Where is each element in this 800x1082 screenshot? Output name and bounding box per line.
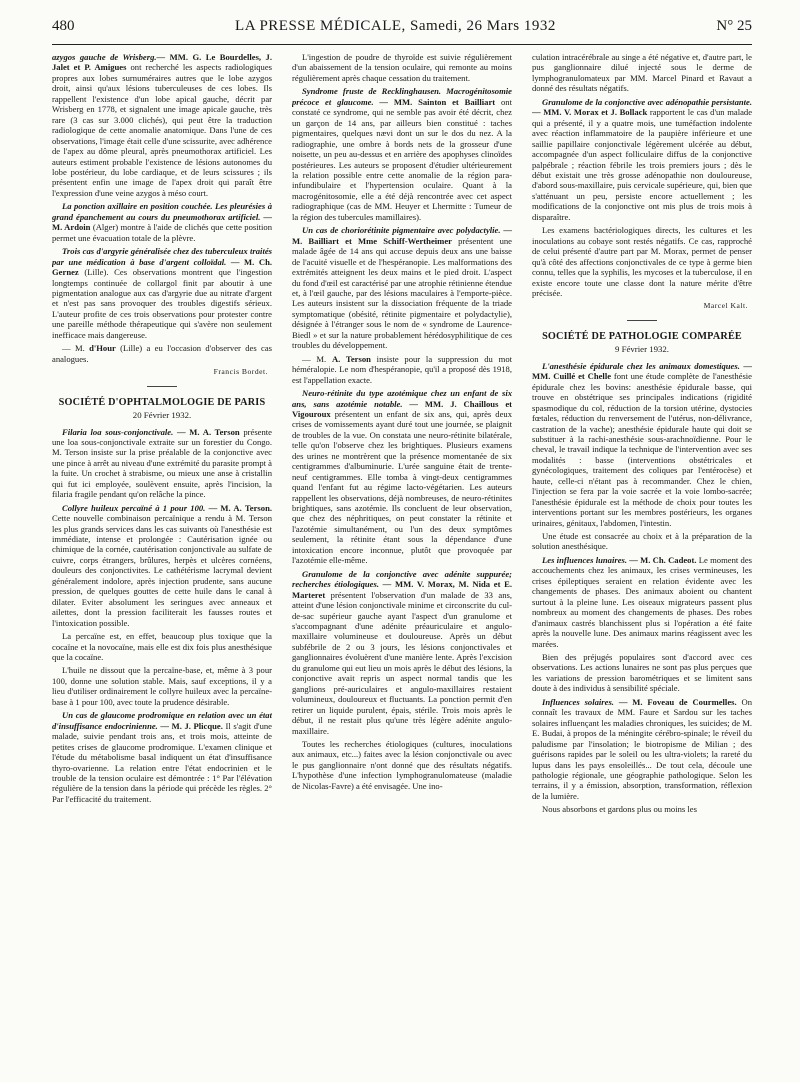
column-2	[292, 52, 512, 1062]
abstract: Neuro-rétinite du type azotémique chez un enfant de six ans, sans azotémie notable. — MM. J. Chaillous et Vigouroux présentent un enfant de six ans, qui, après deux crises de vomissements ayant duré tout une journée, se plaignit de troubles de la vue. On constata une neuro-rétinite bilatérale, telle qu'on l'observe chez les brightiques. Plusieurs examens des urines ne montrèrent que la présence momentanée de six centigrammes d'albuminurie. L'urée sanguine était de trente-neuf centigrammes. Elle tomba à vingt-deux centigrammes quand l'enfant fut au régime lacto-végétarien. Les auteurs rappellent les observations, déjà nombreuses, de neuro-rétinites brightiques, sans azotémie. Ils concluent de leur observation, que chez des néphritiques, on peut constater la rétinite et l'azotémie simultanément, ou l'un des deux symptômes seulement, la rétinite étant sous la dépendance d'une intoxication encore inconnue, plutôt que provoquée par l'azotémie elle-même.	[292, 388, 512, 566]
issue-date: Samedi, 26 Mars 1932	[410, 18, 556, 34]
signature: Marcel Kalt.	[703, 301, 748, 311]
running-title: LA PRESSE MÉDICALE, Samedi, 26 Mars 1932	[235, 18, 556, 34]
paragraph: L'ingestion de poudre de thyroïde est suivie régulièrement d'un abaissement de la tension oculaire, qui remonte au moins régulièrement après chaque cessation du traitement.	[292, 52, 512, 83]
abstract: Granulome de la conjonctive avec adénopathie persistante. — MM. V. Morax et J. Bollack rapportent le cas d'un malade qui a présenté, il y a quatre mois, une tuméfaction indolente avec réaction inflammatoire de la paupière inférieure et une saillie papillaire conjonctivale légèrement ulcérée au début, accompagnée d'un aspect folliculaire diffus de la conjonctive palpébrale ; réaction fébrile les trois premiers jours ; dès le début existait une très grosse adénopathie non douloureuse, d'abord sous-maxillaire, puis cervicale supérieure, qui, bien que s'atténuant un peu, persiste encore actuellement ; les modifications de la conjonctive ont mis plus de trois mois à disparaître.	[532, 96, 752, 222]
paragraph: Bien des préjugés populaires sont d'accord avec ces observations. Les actions lunaires ne sont pas plus perçues que les variations de pression barométriques et se limitent sans doute à des individus à sensibilité spéciale.	[532, 652, 752, 694]
paragraph: Une étude est consacrée au choix et à la préparation de la solution anesthésique.	[532, 531, 752, 552]
page-header	[52, 18, 752, 42]
paragraph: Les examens bactériologiques directs, les cultures et les inoculations au cobaye sont restés négatifs. Ce cas, rapproché de celui présenté d'autre part par M. Morax, permet de penser qu'à côté des affections conjonctivales de ce type à germe bien connu, telles que la syphilis, les mycoses et la tuberculose, il en existe encore toute une classe dont la nature mérite d'être précisée.	[532, 225, 752, 298]
abstract: — M. d'Hour (Lille) a eu l'occasion d'observer des cas analogues.	[52, 343, 272, 364]
page-number: 480	[52, 18, 75, 34]
paragraph: Toutes les recherches étiologiques (cultures, inoculations aux animaux, etc...) faites avec la lésion conjonctivale ou avec le pus ganglionnaire n'ont donné que des résultats négatifs. L'hypothèse d'une infection lymphogranulomateuse (maladie de Nicolas-Favre) a été envisagée. Une ino-	[292, 739, 512, 791]
paragraph: culation intracérébrale au singe a été négative et, d'autre part, le pus ganglionnaire dilué injecté sous le derme de lymphogranulomateux par MM. Marcel Pinard et Ravaut a donné des résultats négatifs.	[532, 52, 752, 94]
paragraph: L'huile ne dissout que la percaïne-base, et, même à 3 pour 100, donne une solution stable. Mais, sauf exceptions, il y a lieu d'utiliser ordinairement le collyre huileux avec la percaïne-base à 1 pour 100, avec toute la prudence désirable.	[52, 665, 272, 707]
abstract: Influences solaires. — M. Foveau de Courmelles. On connaît les travaux de MM. Faure et Sardou sur les taches solaires influençant les maladies chroniques, les suicides; de M. E. Budai, à propos de la méningite cérébro-spinale; le réveil du paludisme par l'insolation; le biotropisme de Milian ; des guérisons rapides par le soleil ou les ultra-violets; la rareté du lupus dans les pays ensoleillés... De tout cela, découle une pathologie régionale, une géographie pathologique. Selon les terrains, il y a émission, absorption, transformation, réflexion de la lumière.	[532, 696, 752, 801]
abstract: Collyre huileux percaïné à 1 pour 100. — M. A. Terson. Cette nouvelle combinaison percaïnique a rendu à M. Terson les plus grands services dans les cas suivants où l'anesthésie est immédiate, intense et prolongée : Cautérisation ignée ou chimique de la cornée, cautérisation conjonctivale au sulfate de cuivre, corps étrangers, brûlures, herpès et ulcères cornéens, douleurs des conjonctivites. Le cathétérisme lacrymal devient généralement indolore, après injection prudente, sans aucune pression, de quelques gouttes de cette huile dans le canal à dilater. Eviter absolument les seringues avec anneaux et ailettes, dont la pression faciliterait les fausses routes et l'intoxication possible.	[52, 502, 272, 628]
abstract: — M. A. Terson insiste pour la suppression du mot héméralopie. Le nom d'hespéranopie, qu'il a proposé dès 1918, est l'appellation exacte.	[292, 353, 512, 385]
journal-name: LA PRESSE MÉDICALE	[235, 18, 402, 34]
abstract: azygos gauche de Wrisberg.— MM. G. Le Bourdelles, J. Jalet et P. Amigues ont recherché les aspects radiologiques propres aux lobes surnuméraires autres que le lobe azygos droit, ainsi qu'aux lésions tuberculeuses de ces lobes. Ils rappellent l'existence d'un lobe apical gauche, décrit par Wrisberg en 1778, et signalent une image apicale gauche, très rare (3 cas sur 3.000 clichés), qui peut être la traduction radiologique de cette anomalie anatomique. Dans l'une de ces observations, l'image était celle d'une scissurite, avec adhérence de l'apex au dôme pleural, après pneumothorax artificiel. Les auteurs estiment probable l'existence de lésions autonomes du lobe postérieur, du lobe cardiaque, et de leurs scissures ; ils présentent enfin une image de l'apex droit qui paraît être l'expression d'une veine azygos à méso court.	[52, 52, 272, 198]
header-rule	[52, 44, 752, 45]
separator	[627, 320, 657, 321]
paragraph: Nous absorbons et gardons plus ou moins les	[542, 804, 697, 815]
paragraph: La percaïne est, en effet, beaucoup plus toxique que la cocaïne et la novocaïne, mais elle est dix fois plus anesthésique que la cocaïne.	[52, 631, 272, 663]
issue-number: N° 25	[716, 18, 752, 34]
column-3	[532, 52, 752, 1062]
abstract: La ponction axillaire en position couchée. Les pleurésies à grand épanchement au cours du pneumothorax artificiel. — M. Ardoin (Alger) montre à l'aide de clichés que cette position permet une évacuation totale de la plèvre.	[52, 201, 272, 243]
abstract: Trois cas d'argyrie généralisée chez des tuberculeux traités par une médication à base d'argent colloïdal. — M. Ch. Gernez (Lille). Ces observations montrent que l'ingestion longtemps continuée de collargol finit par aboutir à une pigmentation analogue aux cas d'argyrie due au nitrate d'argent et n'est pas sans provoquer des troubles digestifs sérieux. L'auteur profite de ces trois observations pour protester contre une pareille méthode thérapeutique qui s'avère non seulement inefficace mais dangereuse.	[52, 246, 272, 340]
session-date: 9 Février 1932.	[615, 344, 669, 355]
abstract: Syndrome fruste de Recklinghausen. Macrogénitosomie précoce et glaucome. — MM. Sainton et Bailliart ont constaté ce syndrome, qui ne semble pas avoir été décrit, chez un garçon de 14 ans, par ailleurs bien constitué : taches pigmentaires, quelques nævi dont un sur le dos du nez. A la radiographie, une ombre à bords nets de la grosseur d'une noisette, un peu au-dessus et en arrière des apophyses clinoïdes postérieures. Les auteurs se proposent d'étudier ultérieurement la relation possible entre cette anomalie de la région para-infundibulaire et l'hypertension oculaire. Quant à la macrogénitosomie, elle a été déjà rencontrée avec cet aspect radiographique (cas de MM. Heuyer et Lhermitte : Tumeur de la région des tubercules mamillaires).	[292, 86, 512, 222]
abstract: Un cas de glaucome prodromique en relation avec un état d'insuffisance endocrinienne. — M. J. Plicque. Il s'agit d'une malade, suivie pendant trois ans, et trois mois, atteinte de petites crises de glaucome prodromique. L'examen clinique et l'étude du métabolisme basal indiquent un état d'insuffisance thyro-ovarienne. La relation entre l'état endocrinien et le trouble de la tension oculaire est démontrée : 1° Par l'élévation régulière de la tension dans la période qui précède les règles. 2° Par l'efficacité du traitement.	[52, 710, 272, 804]
column-1	[52, 52, 272, 1062]
separator	[147, 386, 177, 387]
abstract: Les influences lunaires. — M. Ch. Cadeot. Le moment des accouchements chez les animaux, les crises vermineuses, les crises épileptiques seraient en relation évidente avec les changements de phases. Des animaux aboient ou chantent surtout à la pleine lune. Les oiseaux migrateurs passent plus nombreux au moment des changements de phases. Des robes d'animaux castrés blanchissent plus si l'opération a été faite après la nouvelle lune. Des animaux marins réagissent avec les marées.	[532, 554, 752, 649]
session-date: 20 Février 1932.	[132, 410, 192, 421]
society-heading: SOCIÉTÉ DE PATHOLOGIE COMPARÉE	[542, 330, 742, 342]
society-heading: SOCIÉTÉ D'OPHTALMOLOGIE DE PARIS	[58, 396, 266, 408]
signature: Francis Bordet.	[213, 367, 268, 377]
abstract: Un cas de choriorétinite pigmentaire avec polydactylie. — M. Bailliart et Mme Schiff-Wertheimer présentent une malade âgée de 14 ans qui accuse depuis deux ans une baisse de l'acuité visuelle et de l'hespéranopie. Les malformations des extrémités atteignent les deux mains et le pied droit. L'aspect du fond d'œil est caractérisé par une atrophie rétinienne étendue et, à l'œil gauche, par des lésions maculaires à l'emporte-pièce. Les auteurs insistent sur la dissociation fréquente de la triade symptomatique (obésité, rétinite pigmentaire et polydactylie), désignée à l'étranger sous le nom de « syndrome de Laurence-Biedl » et sur la nature probablement hérédosyphilitique de ces troubles du développement.	[292, 225, 512, 351]
abstract: Granulome de la conjonctive avec adénite suppurée; recherches étiologiques. — MM. V. Morax, M. Nida et E. Marteret présentent l'observation d'un malade de 33 ans, atteint d'une lésion conjonctivale minime et circonscrite du cul-de-sac supérieur gauche ayant l'aspect d'un granulome et s'accompagnant d'une adénite préauriculaire et angulo-maxillaire volumineuse et douloureuse. Après un début subfébrile de 2 ou 3 jours, les lésions conjonctivales et ganglionnaires évoluèrent d'une manière lente. Après l'excision du granulome qui eut lieu un mois après le début des lésions, la conjonctive avait repris un aspect normal tandis que les ganglions pré-auriculaires et angulo-maxillaires restaient volumineux, douloureux et fluctuants. La ponction permit d'en retirer un liquide purulent, épais, stérile. Trois mois après le début, il ne restait plus qu'une très légère adénite angulo-maxillaire.	[292, 568, 512, 736]
abstract: L'anesthésie épidurale chez les animaux domestiques. — MM. Cuillé et Chelle font une étude complète de l'anesthésie épidurale chez les bovins: anesthésie épidurale basse, qui trouve en obstétrique ses principales indications (rigidité spasmodique du col, réduction de la torsion utérine, dystocies fœtales, réduction du renversement de l'utérus, non-délivrance, castration de la vache); anesthésie épidurale haute qui doit se substituer à la rachi-anesthésie sous-arachnoïdienne. Pour le cheval, le travail indique la technique de l'intervention avec ses modalités : basse (interventions obstétricales et gynécologiques, traitement des coliques par l'entérocèse) et haute, celle-ci n'étant pas à recommander. Chez le chien, l'injection se fera par la voie sacrée et la voie lombo-sacrée; l'anesthésie épidurale est la méthode de choix pour toutes les interventions portant sur les membres postérieurs, les organes urinaires, génitaux, l'abdomen, l'intestin.	[532, 360, 752, 528]
abstract: Filaria loa sous-conjonctivale. — M. A. Terson présente une loa sous-conjonctivale extraite sur un forestier du Congo. M. Terson insiste sur la prise préalable de la conjonctive avec une pince à arrêt au niveau d'une extrémité du parasite prompt à la fuite. Un crochet à strabisme, ou mieux une anse à cristallin qui fut ici employée, soulèvent ensuite, après l'incision, la filaria fragile pendant qu'on relâche la pince.	[52, 426, 272, 500]
